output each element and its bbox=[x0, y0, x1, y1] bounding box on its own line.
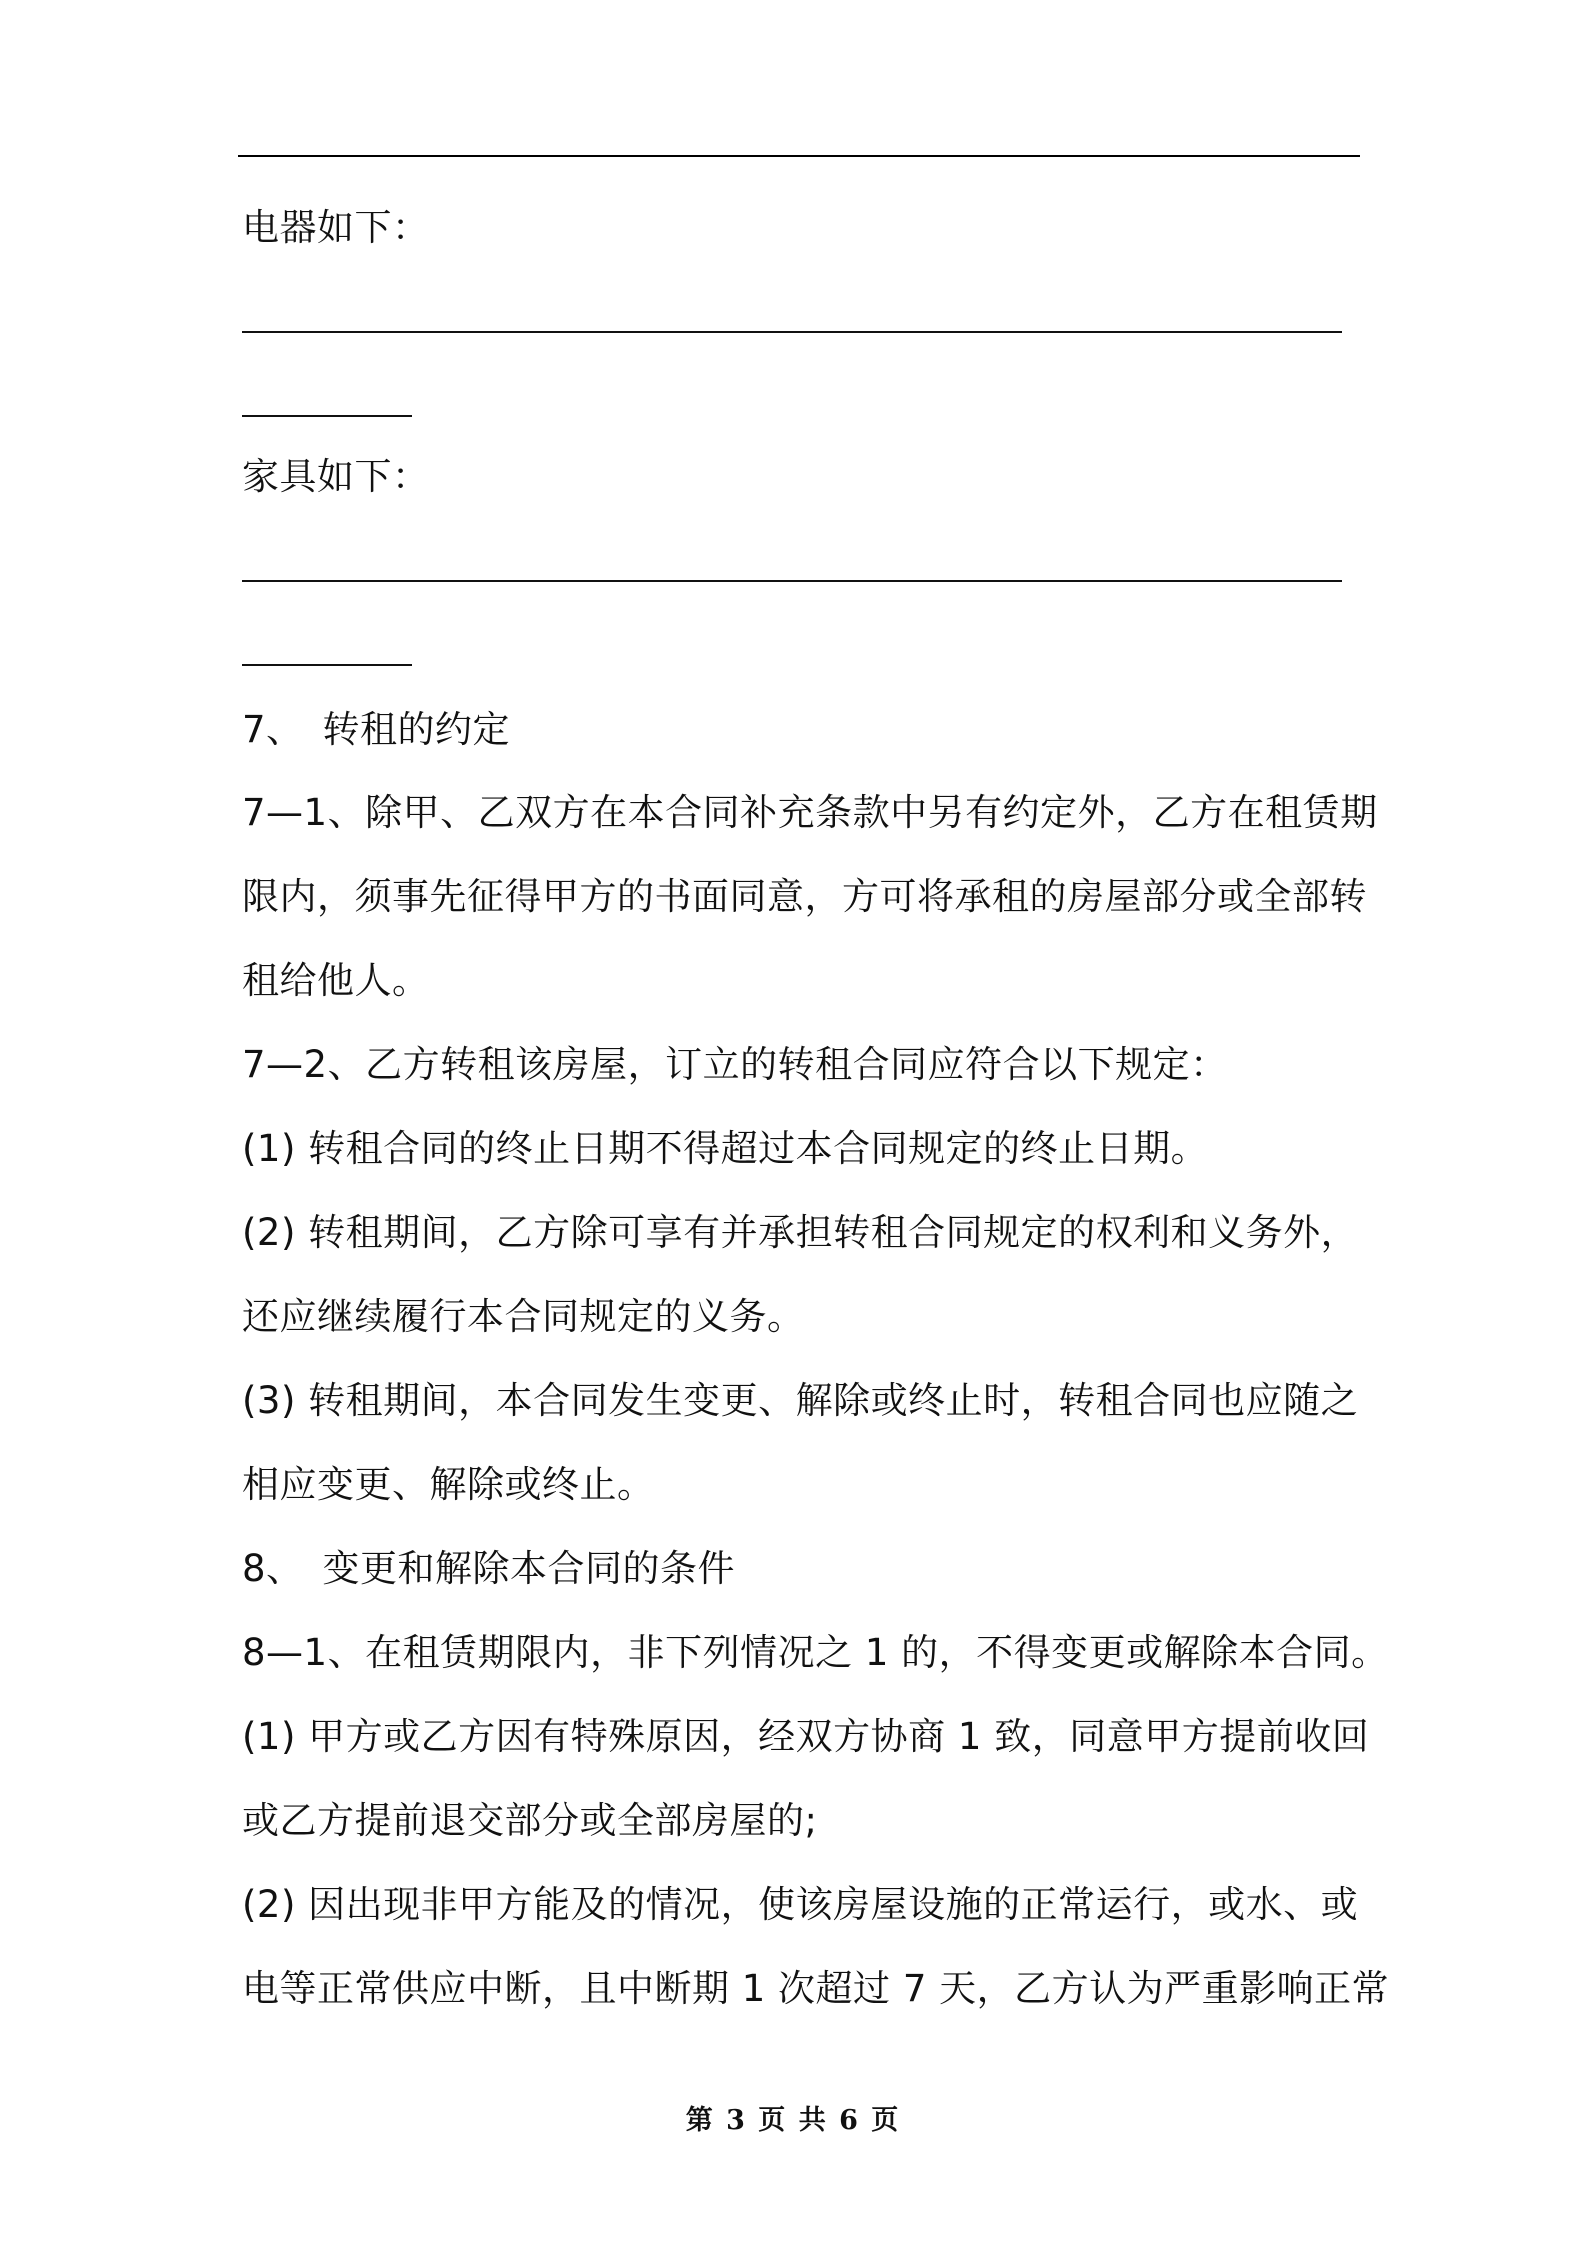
clause-8-1-item-1-line-1: (1) 甲方或乙方因有特殊原因，经双方协商 1 致，同意甲方提前收回 bbox=[242, 1715, 1370, 1758]
furniture-label: 家具如下： bbox=[242, 455, 430, 498]
clause-8-1: 8—1、在租赁期限内，非下列情况之 1 的，不得变更或解除本合同。 bbox=[242, 1631, 1389, 1674]
electrical-label: 电器如下： bbox=[242, 206, 430, 249]
clause-7-2-item-3-line-2: 相应变更、解除或终止。 bbox=[242, 1463, 655, 1506]
page-number-footer: 第 3 页 共 6 页 bbox=[685, 2105, 901, 2136]
clause-8-1-item-2-line-2: 电等正常供应中断，且中断期 1 次超过 7 天，乙方认为严重影响正常 bbox=[242, 1967, 1390, 2010]
clause-7-2-item-3-line-1: (3) 转租期间，本合同发生变更、解除或终止时，转租合同也应随之 bbox=[242, 1379, 1359, 1422]
clause-8-1-item-1-line-2: 或乙方提前退交部分或全部房屋的; bbox=[242, 1799, 818, 1842]
clause-7-2-item-2-line-1: (2) 转租期间，乙方除可享有并承担转租合同规定的权利和义务外， bbox=[242, 1211, 1359, 1254]
electrical-blank-line-2 bbox=[242, 415, 412, 417]
section-8-heading: 8、 变更和解除本合同的条件 bbox=[242, 1547, 736, 1590]
clause-7-2-item-2-line-2: 还应继续履行本合同规定的义务。 bbox=[242, 1295, 805, 1338]
section-7-heading: 7、 转租的约定 bbox=[242, 708, 511, 751]
electrical-blank-line-1 bbox=[242, 331, 1342, 333]
furniture-blank-line-1 bbox=[242, 580, 1342, 582]
header-rule bbox=[238, 155, 1360, 157]
clause-8-1-item-2-line-1: (2) 因出现非甲方能及的情况，使该房屋设施的正常运行，或水、或 bbox=[242, 1883, 1359, 1926]
clause-7-1-line-1: 7—1、除甲、乙双方在本合同补充条款中另有约定外，乙方在租赁期 bbox=[242, 791, 1378, 834]
clause-7-2-item-1: (1) 转租合同的终止日期不得超过本合同规定的终止日期。 bbox=[242, 1127, 1209, 1170]
clause-7-2: 7—2、乙方转租该房屋，订立的转租合同应符合以下规定： bbox=[242, 1043, 1228, 1086]
clause-7-1-line-3: 租给他人。 bbox=[242, 959, 430, 1002]
furniture-blank-line-2 bbox=[242, 664, 412, 666]
clause-7-1-line-2: 限内，须事先征得甲方的书面同意，方可将承租的房屋部分或全部转 bbox=[242, 875, 1367, 918]
